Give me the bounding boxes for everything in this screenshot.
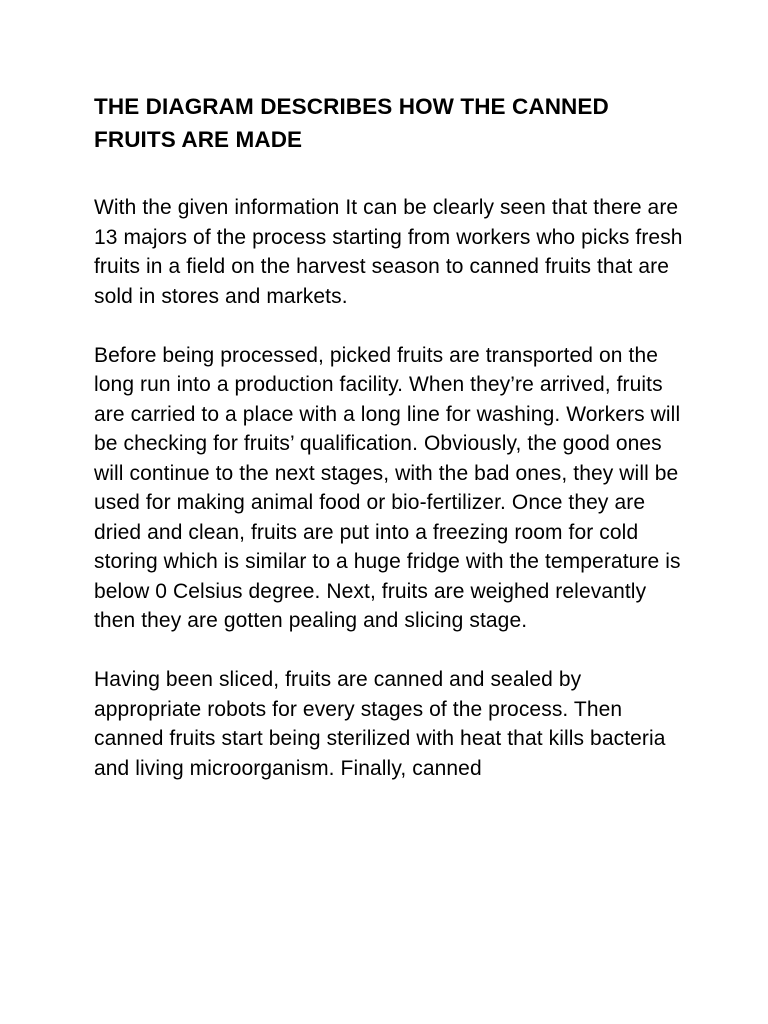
paragraph-canning: Having been sliced, fruits are canned and sealed by appropriate robots for every stages of the process. Then canned fruits start being sterilized with heat that kills bacteria and living microorganism. Finally, canned [94, 668, 666, 780]
document-title: THE DIAGRAM DESCRIBES HOW THE CANNED FRUITS ARE MADE [94, 94, 609, 152]
paragraph-processing: Before being processed, picked fruits are transported on the long run into a production facility. When they’re arrived, fruits are carried to a place with a long line for washing. Workers will be checking for fruits’ qualification. Obviously, the good ones will continue to the next stages, with the bad ones, they will be used for making animal food or bio-fertilizer. Once they are dried and clean, fruits are put into a freezing room for cold storing which is similar to a huge fridge with the temperature is below 0 Celsius degree. Next, fruits are weighed relevantly then they are gotten pealing and slicing stage. [94, 343, 681, 632]
document-body [94, 90, 684, 783]
paragraph-intro: With the given information It can be clearly seen that there are 13 majors of the process starting from workers who picks fresh fruits in a field on the harvest season to canned fruits that are sold in stores and markets. [94, 196, 683, 308]
